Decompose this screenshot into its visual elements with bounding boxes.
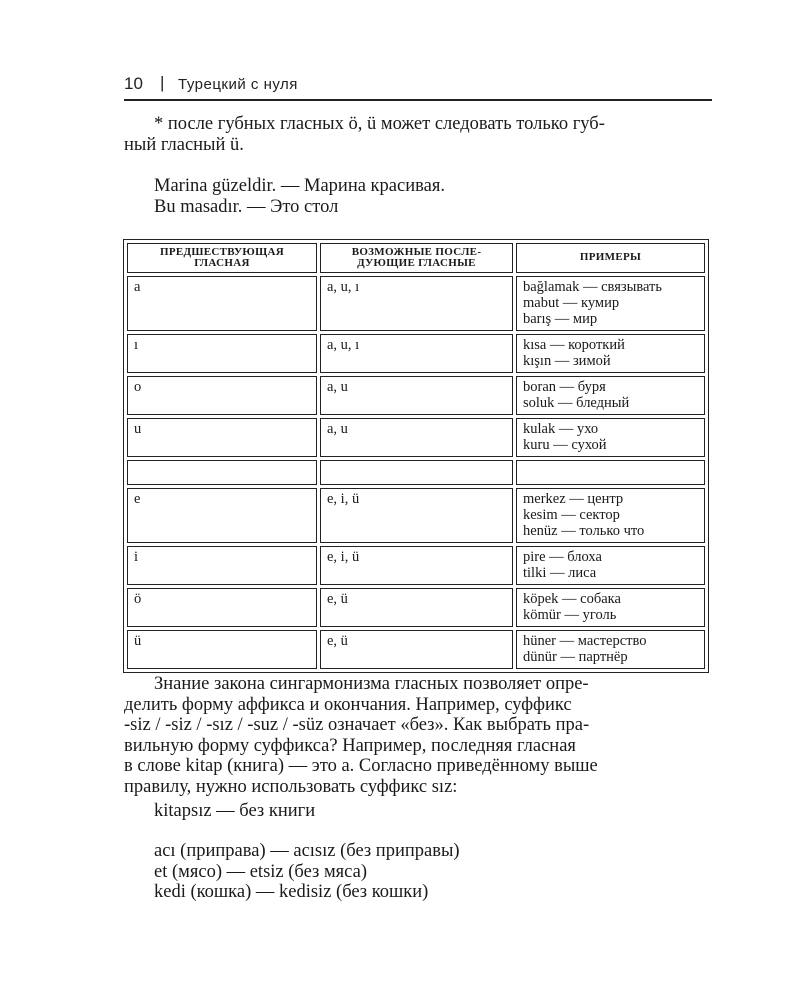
examples-cell — [516, 376, 705, 415]
following-vowels-cell: a, u, ı — [320, 334, 513, 373]
example-word: boran — буря — [523, 379, 606, 395]
preceding-vowel-cell: ö — [127, 588, 317, 627]
following-vowels-cell: e, ü — [320, 630, 513, 669]
paragraph-line: -siz / -siz / -sız / -suz / -süz означает «без». Как выбрать пра- — [124, 715, 590, 735]
example-line: acı (приправа) — acısız (без приправы) — [154, 841, 460, 861]
example-word: kuru — сухой — [523, 437, 607, 453]
examples-cell — [516, 460, 705, 485]
paragraph-line: делить форму аффикса и окончания. Например, суффикс — [124, 694, 572, 715]
header-preceding-vowel: ПРЕДШЕСТВУЮЩАЯ ГЛАСНАЯ — [127, 243, 317, 273]
example-word: merkez — центр — [523, 491, 624, 507]
examples-cell — [516, 630, 705, 669]
example-word: pire — блоха — [523, 549, 602, 565]
example-word: kışın — зимой — [523, 353, 611, 369]
following-vowels-cell: a, u — [320, 376, 513, 415]
example-line: kitapsız — без книги — [154, 801, 316, 821]
example-line: Marina güzeldir. — Марина красивая. — [154, 176, 445, 196]
preceding-vowel-cell — [127, 460, 317, 485]
example-line: Bu masadır. — Это стол — [154, 196, 339, 217]
example-word: henüz — только что — [523, 523, 645, 539]
example-sentences — [154, 176, 445, 217]
header-examples: ПРИМЕРЫ — [516, 243, 705, 273]
running-header — [124, 74, 712, 96]
preceding-vowel-cell: u — [127, 418, 317, 457]
preceding-vowel-cell: ı — [127, 334, 317, 373]
page-number: 10 — [124, 74, 143, 93]
preceding-vowel-cell: ü — [127, 630, 317, 669]
table-row — [127, 418, 705, 457]
example-word: mabut — кумир — [523, 295, 620, 311]
table-row — [127, 630, 705, 669]
example-word: kulak — ухо — [523, 421, 599, 437]
following-vowels-cell: e, i, ü — [320, 488, 513, 543]
preceding-vowel-cell: a — [127, 276, 317, 331]
example-word: kömür — уголь — [523, 607, 617, 623]
example-word: barış — мир — [523, 311, 598, 327]
example-kitap — [154, 801, 315, 822]
example-word: tilki — лиса — [523, 565, 597, 581]
header-separator: | — [160, 73, 165, 92]
examples-cell — [516, 276, 705, 331]
following-vowels-cell — [320, 460, 513, 485]
vowel-harmony-table — [123, 239, 709, 673]
table-row — [127, 334, 705, 373]
preceding-vowel-cell: o — [127, 376, 317, 415]
preceding-vowel-cell: i — [127, 546, 317, 585]
following-vowels-cell: a, u, ı — [320, 276, 513, 331]
following-vowels-cell: a, u — [320, 418, 513, 457]
suffix-examples — [154, 841, 460, 903]
table-row — [127, 488, 705, 543]
example-word: kesim — сектор — [523, 507, 620, 523]
example-word: köpek — собака — [523, 591, 621, 607]
note-line: * после губных гласных ö, ü может следовать только губ- — [154, 114, 605, 134]
paragraph-line: вильную форму суффикса? Например, последняя гласная — [124, 735, 576, 756]
table-row-empty — [127, 460, 705, 485]
footnote-rule — [124, 114, 710, 155]
examples-cell — [516, 546, 705, 585]
table-row — [127, 588, 705, 627]
paragraph-line: в слове kitap (книга) — это a. Согласно приведённому выше — [124, 756, 598, 776]
example-line: kedi (кошка) — kedisiz (без кошки) — [154, 882, 429, 902]
following-vowels-cell: e, ü — [320, 588, 513, 627]
example-word: soluk — бледный — [523, 395, 630, 411]
book-title: Турецкий с нуля — [178, 76, 298, 93]
following-vowels-cell: e, i, ü — [320, 546, 513, 585]
header-following-vowels: ВОЗМОЖНЫЕ ПОСЛЕ- ДУЮЩИЕ ГЛАСНЫЕ — [320, 243, 513, 273]
header-rule — [124, 99, 712, 101]
example-word: bağlamak — связывать — [523, 279, 663, 295]
example-word: kısa — короткий — [523, 337, 625, 353]
example-line: et (мясо) — etsiz (без мяса) — [154, 861, 367, 882]
preceding-vowel-cell: e — [127, 488, 317, 543]
note-line: ный гласный ü. — [124, 134, 244, 155]
paragraph-line: правилу, нужно использовать суффикс sız: — [124, 776, 458, 797]
paragraph-line: Знание закона сингармонизма гласных позволяет опре- — [154, 674, 589, 694]
table-header-row — [127, 243, 705, 273]
examples-cell — [516, 588, 705, 627]
examples-cell — [516, 418, 705, 457]
table-row — [127, 276, 705, 331]
examples-cell — [516, 334, 705, 373]
example-word: dünür — партнёр — [523, 649, 628, 665]
table-row — [127, 376, 705, 415]
example-word: hüner — мастерство — [523, 633, 647, 649]
examples-cell — [516, 488, 705, 543]
table-row — [127, 546, 705, 585]
body-paragraph — [124, 674, 710, 797]
